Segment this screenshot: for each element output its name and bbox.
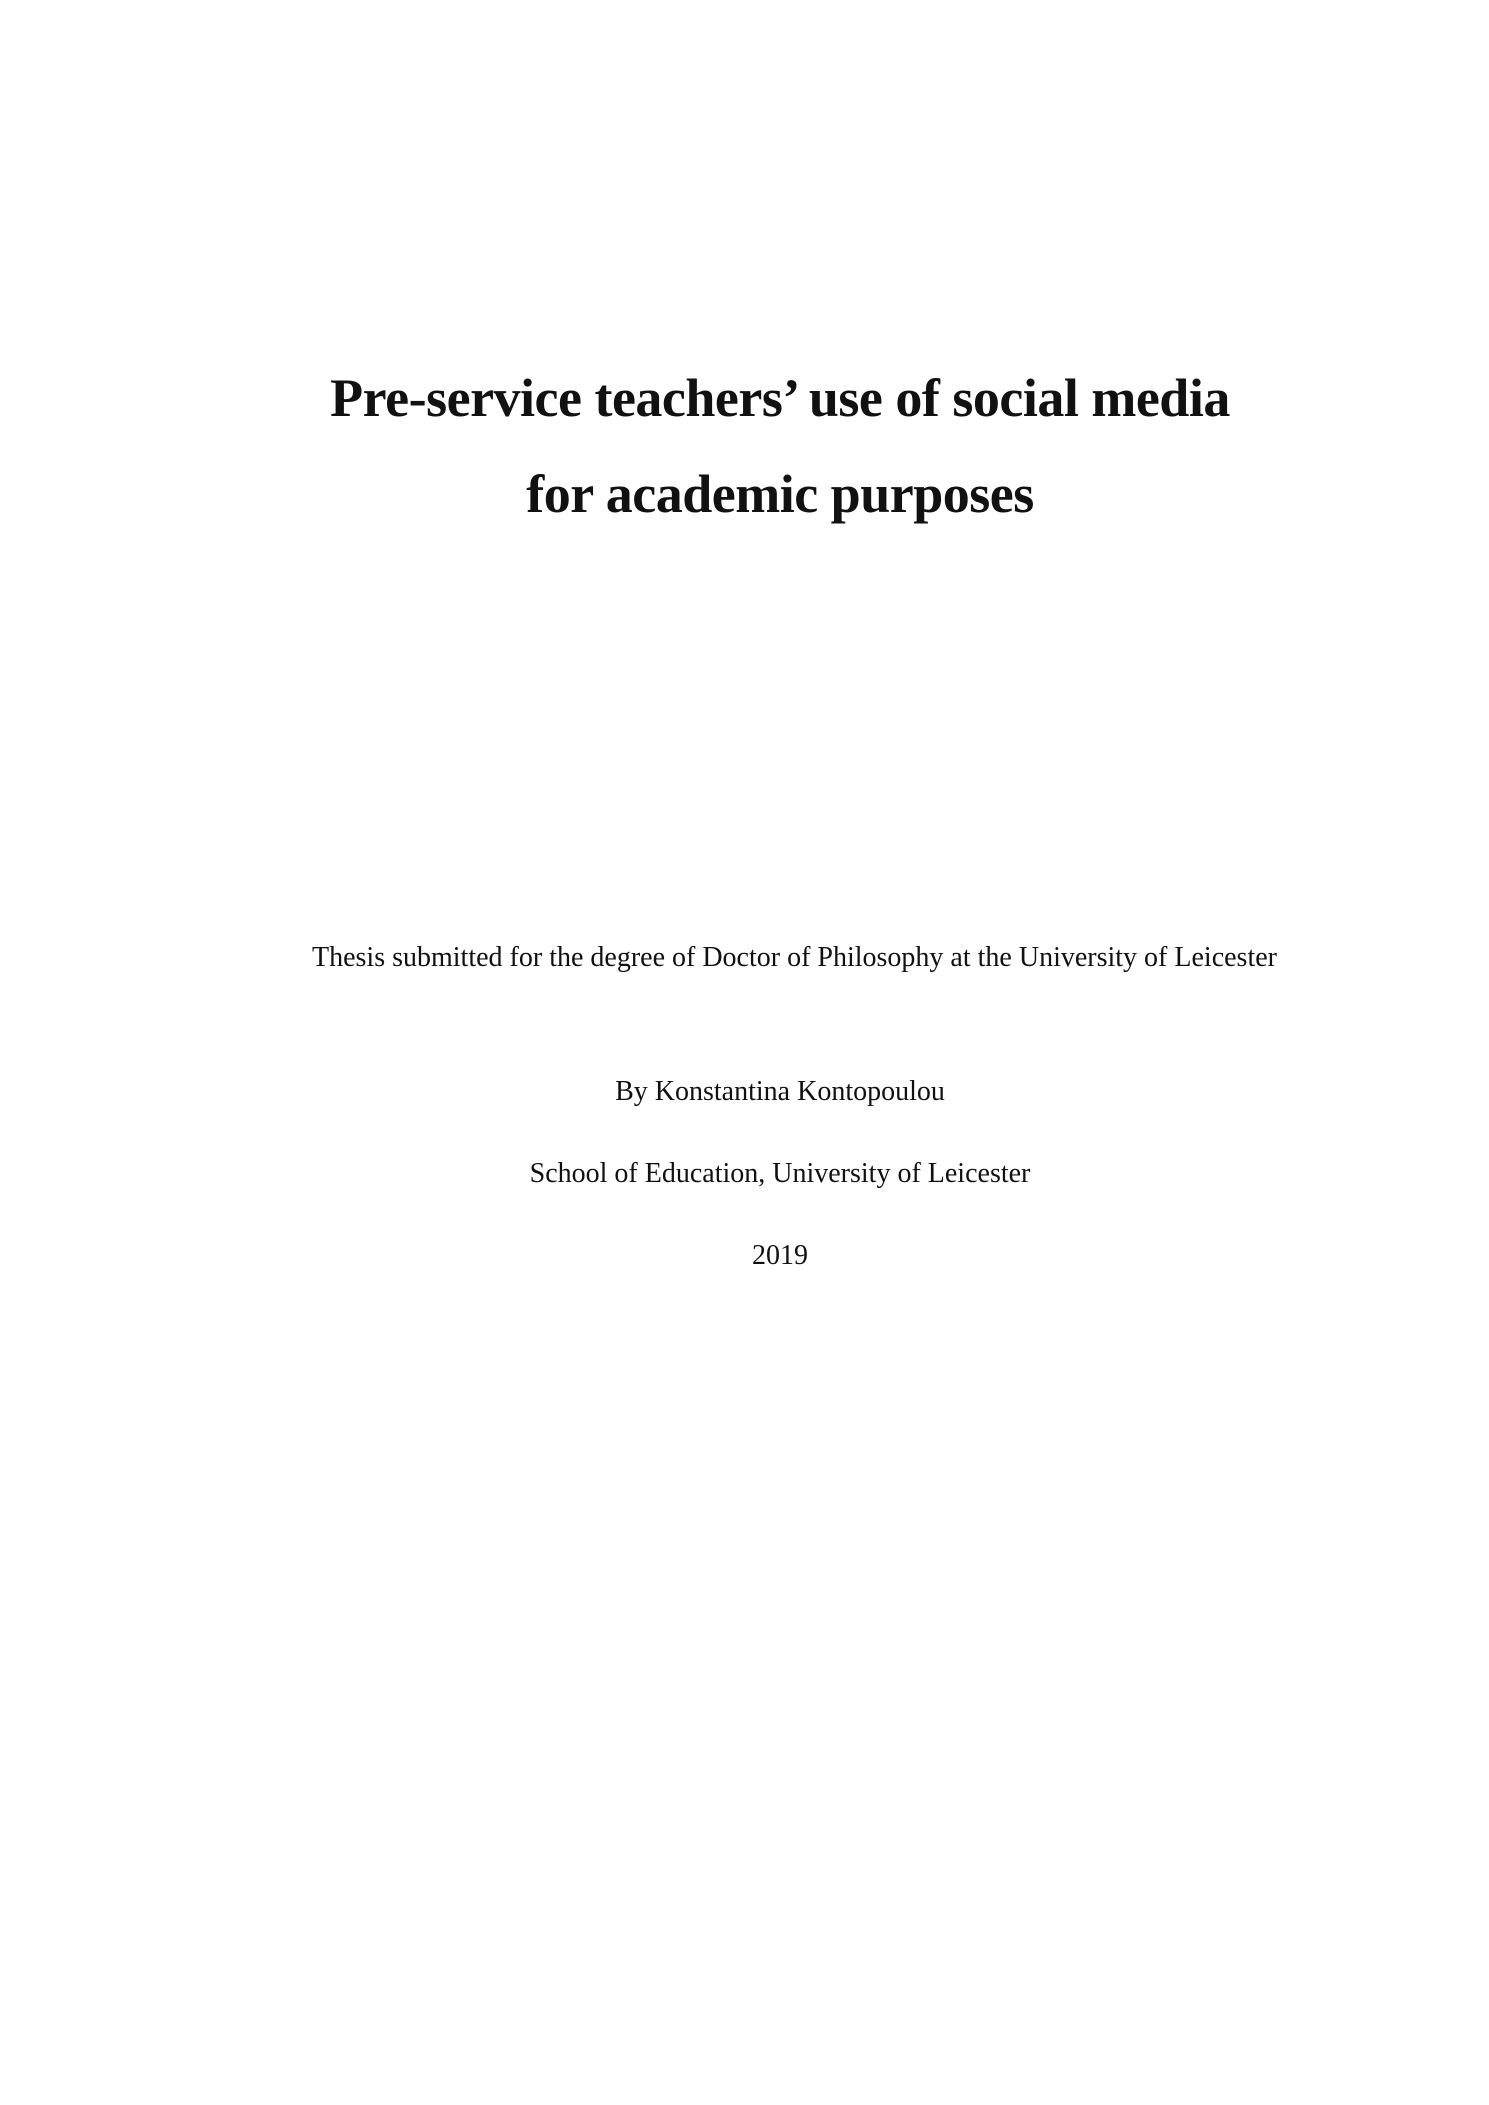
- submission-statement: Thesis submitted for the degree of Doctor of Philosophy at the University of Leicester: [312, 942, 1277, 973]
- affiliation-line: School of Education, University of Leicester: [529, 1158, 1031, 1189]
- thesis-title: [0, 350, 1489, 542]
- thesis-title-line-2: for academic purposes: [526, 464, 1034, 524]
- year: 2019: [752, 1240, 808, 1271]
- author-line: By Konstantina Kontopoulou: [615, 1076, 945, 1107]
- thesis-title-line-1: Pre-service teachers’ use of social media: [330, 368, 1230, 428]
